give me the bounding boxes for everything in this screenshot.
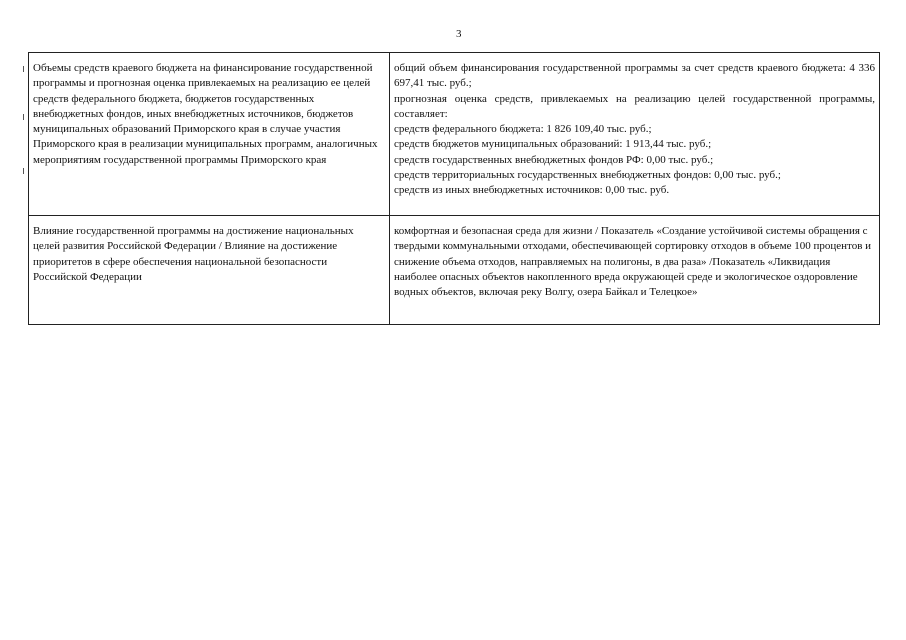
- table-row: [29, 53, 880, 216]
- row-value-national-goals: комфортная и безопасная среда для жизни / Показатель «Создание устойчивой системы обращения с твердыми коммунальными отходами, обеспечивающей сортировку отходов в объеме 100 процентов и снижение объема отходов, направляемых на полигоны, в два раза» /Показатель «Ликвидация наиболее опасных объектов накопленного вреда окружающей среде и экологическое оздоровление водных объектов, включая реку Волгу, озера Байкал и Телецкое»: [390, 216, 880, 325]
- funding-line: средств территориальных государственных внебюджетных фондов: 0,00 тыс. руб.;: [394, 169, 781, 182]
- funding-line: общий объем финансирования государственной программы за счет средств краевого бюджета: 4 336 697,41 тыс. руб.;: [394, 62, 875, 90]
- row-label-national-goals: Влияние государственной программы на достижение национальных целей развития Российской Федерации / Влияние на достижение приоритетов в сфере обеспечения национальной безопасности Российской Федерации: [29, 216, 390, 325]
- page-number: 3: [456, 28, 462, 40]
- funding-line: средств из иных внебюджетных источников: 0,00 тыс. руб.: [394, 184, 670, 197]
- table-row: [29, 216, 880, 325]
- row-label-funding: Объемы средств краевого бюджета на финансирование государственной программы и прогнозная оценка привлекаемых на реализацию ее целей средств федерального бюджета, бюджетов государственных внебюджетных фондов, иных внебюджетных источников, бюджетов муниципальных образований Приморского края в случае участия Приморского края в реализации муниципальных программ, аналогичных мероприятиям государственной программы Приморского края: [29, 53, 390, 216]
- funding-line: средств бюджетов муниципальных образований: 1 913,44 тыс. руб.;: [394, 138, 712, 151]
- funding-line: прогнозная оценка средств, привлекаемых на реализацию целей государственной программы, составляет:: [394, 92, 875, 120]
- row-value-funding: [390, 53, 880, 216]
- passport-table: [28, 52, 880, 325]
- funding-line: средств федерального бюджета: 1 826 109,40 тыс. руб.;: [394, 123, 652, 136]
- funding-line: средств государственных внебюджетных фондов РФ: 0,00 тыс. руб.;: [394, 153, 714, 166]
